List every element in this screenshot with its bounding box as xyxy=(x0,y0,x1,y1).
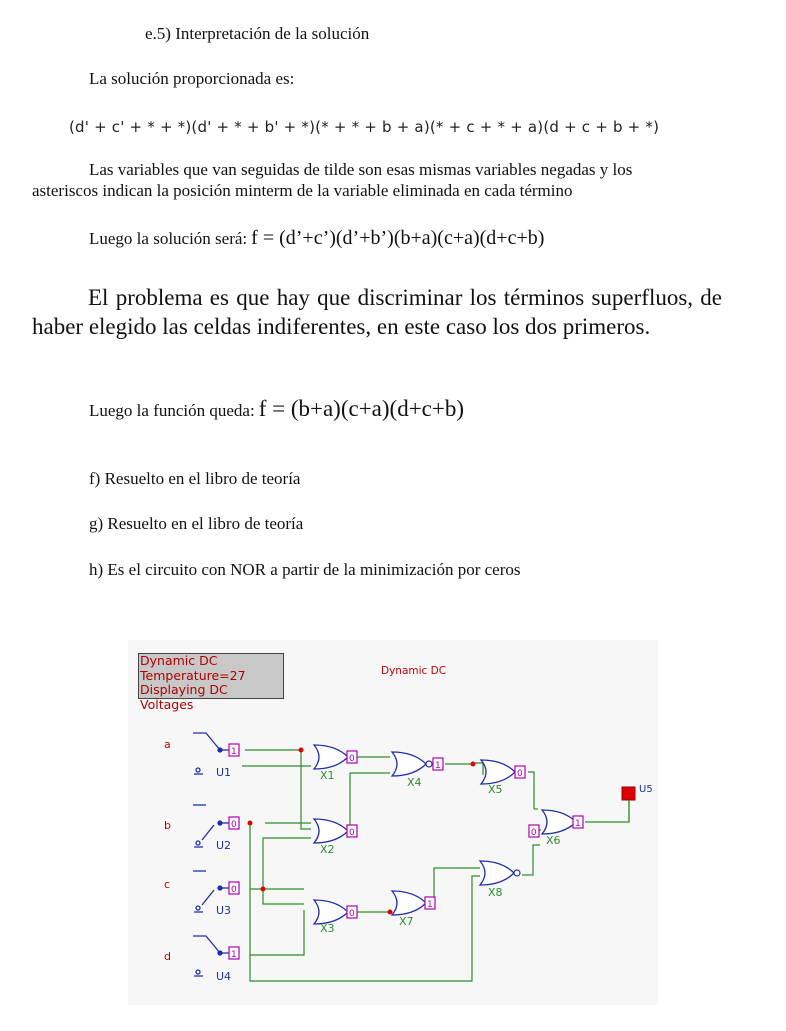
var-label-b: b xyxy=(164,819,171,832)
state-x6-in: 0 xyxy=(531,828,537,838)
given-solution-formula: (d' + c' + * + *)(d' + * + b' + *)(* + * + b + a)(* + c + * + a)(d + c + b + *) xyxy=(69,118,660,136)
gate-label-x7: X7 xyxy=(399,915,414,928)
state-x6: 1 xyxy=(575,819,581,829)
state-u4: 1 xyxy=(231,950,237,960)
gate-label-x1: X1 xyxy=(320,769,335,782)
explanation-line-2: asteriscos indican la posición minterm de la variable eliminada en cada término xyxy=(32,181,573,200)
gate-label-x5: X5 xyxy=(488,783,503,796)
simulation-status-box xyxy=(138,653,284,712)
function-expression: f = (b+a)(c+a)(d+c+b) xyxy=(258,396,465,421)
solution-expression: f = (d’+c’)(d’+b’)(b+a)(c+a)(d+c+b) xyxy=(251,227,545,249)
switch-label-u1: U1 xyxy=(216,766,232,779)
section-heading: e.5) Interpretación de la solución xyxy=(145,24,370,43)
state-x3: 0 xyxy=(349,909,355,919)
state-u3: 0 xyxy=(231,885,237,895)
gate-label-x4: X4 xyxy=(407,776,422,789)
nor-gate-x8 xyxy=(480,861,520,885)
switch-label-u3: U3 xyxy=(216,904,232,917)
solution-prefix: Luego la solución será: xyxy=(89,229,248,248)
var-label-a: a xyxy=(164,738,171,751)
state-u2: 0 xyxy=(231,820,237,830)
item-g: g) Resuelto en el libro de teoría xyxy=(89,514,304,533)
function-prefix: Luego la función queda: xyxy=(89,401,255,420)
wires xyxy=(242,750,629,981)
mode-label: Dynamic DC xyxy=(381,665,447,677)
superfluous-terms-paragraph: El problema es que hay que discriminar los términos superfluos, de haber elegido las celdas indiferentes, en este caso los dos primeros. xyxy=(32,285,722,339)
state-x5: 0 xyxy=(517,769,523,779)
var-label-c: c xyxy=(164,878,171,891)
nor-circuit-schematic xyxy=(128,640,658,1005)
status-line-2: Temperature=27 xyxy=(140,667,246,683)
state-u1: 1 xyxy=(231,747,237,757)
item-h: h) Es el circuito con NOR a partir de la minimización por ceros xyxy=(89,560,521,579)
output-led-icon xyxy=(622,787,635,800)
solution-line xyxy=(89,227,544,250)
gate-label-x2: X2 xyxy=(320,843,335,856)
state-x4: 1 xyxy=(435,761,441,771)
gate-label-x8: X8 xyxy=(488,886,503,899)
state-x1: 0 xyxy=(349,754,355,764)
intro-text: La solución proporcionada es: xyxy=(89,69,295,88)
gate-label-x6: X6 xyxy=(546,834,561,847)
switch-label-u2: U2 xyxy=(216,839,232,852)
item-f: f) Resuelto en el libro de teoría xyxy=(89,469,301,488)
var-label-d: d xyxy=(164,950,171,963)
status-line-3: Displaying DC Voltages xyxy=(140,682,228,712)
output-label-u5: U5 xyxy=(639,784,653,795)
gate-label-x3: X3 xyxy=(320,922,335,935)
state-x7: 1 xyxy=(427,900,433,910)
nor-gate-x4 xyxy=(392,752,432,776)
state-x2: 0 xyxy=(349,828,355,838)
switch-label-u4: U4 xyxy=(216,970,232,983)
status-line-1: Dynamic DC xyxy=(140,653,218,668)
function-line xyxy=(89,396,464,422)
explanation-line-1: Las variables que van seguidas de tilde son esas mismas variables negadas y los xyxy=(89,160,633,179)
